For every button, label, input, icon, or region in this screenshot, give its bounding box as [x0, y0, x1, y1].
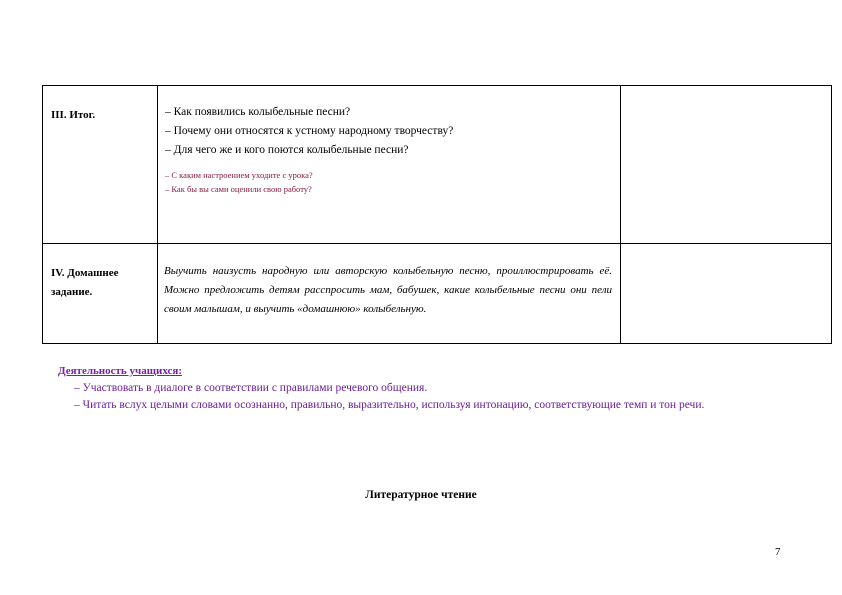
student-activity: [58, 363, 798, 414]
list-item: – Как бы вы сами оценили свою работу?: [165, 184, 312, 194]
stage-cell: [43, 244, 158, 344]
stage-label-summary: III. Итог.: [51, 109, 96, 121]
activity-list: [58, 380, 798, 414]
list-item: – Как появились колыбельные песни?: [165, 106, 351, 118]
reflection-questions: [158, 168, 620, 196]
notes-cell: [621, 86, 832, 244]
list-item: – Почему они относятся к устному народному творчеству?: [165, 125, 454, 137]
content-cell: [158, 86, 621, 244]
table-row: [43, 86, 832, 244]
list-item: – Читать вслух целыми словами осознанно, правильно, выразительно, используя интонацию, соответствующие темп и тон речи.: [74, 399, 705, 411]
stage-cell: [43, 86, 158, 244]
content-cell: [158, 244, 621, 344]
summary-questions: [158, 86, 620, 160]
subject-title: Литературное чтение: [365, 489, 477, 501]
activity-title: Деятельность учащихся:: [58, 365, 183, 377]
homework-text: Выучить наизусть народную или авторскую колыбельную песню, проиллюстрировать её. Можно предложить детям расспросить мам, бабушек, какие колыбельные песни они пели своим малышам, и выучить «домашнюю» колыбельную.: [164, 265, 612, 315]
page-number: 7: [775, 546, 781, 558]
list-item: – Участвовать в диалоге в соответствии с правилами речевого общения.: [74, 382, 428, 394]
list-item: – С каким настроением уходите с урока?: [165, 170, 313, 180]
notes-cell: [621, 244, 832, 344]
stage-label-homework: IV. Домашнее задание.: [51, 267, 119, 298]
table-row: [43, 244, 832, 344]
lesson-table: [42, 85, 832, 344]
list-item: – Для чего же и кого поются колыбельные песни?: [165, 144, 409, 156]
